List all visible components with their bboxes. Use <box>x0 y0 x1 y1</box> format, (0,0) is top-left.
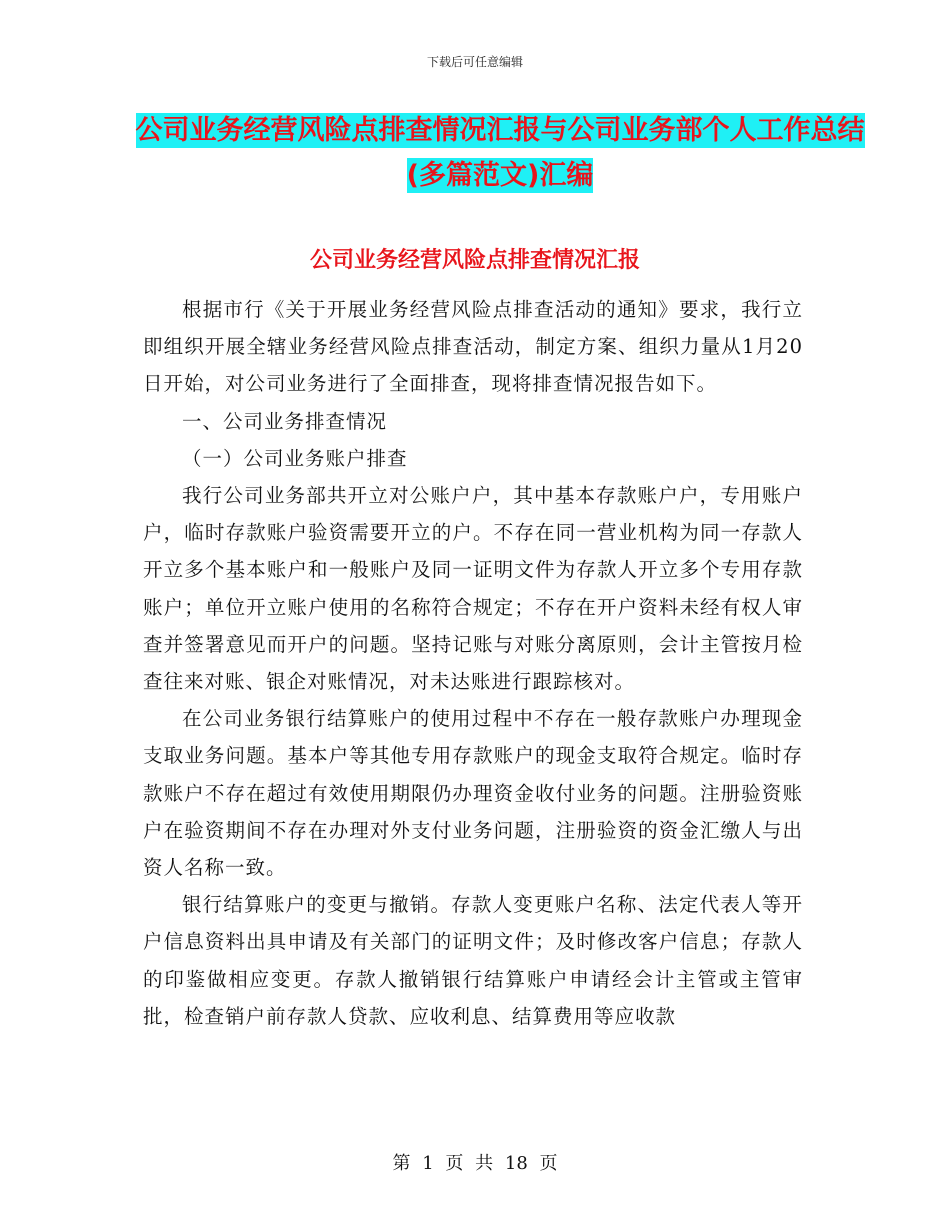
paragraph-account-check: 我行公司业务部共开立对公账户户，其中基本存款账户户，专用账户户，临时存款账户验资需要开立的户。不存在同一营业机构为同一存款人开立多个基本账户和一般账户及同一证明文件为存款人开立多个专用存款账户；单位开立账户使用的名称符合规定；不存在开户资料未经有权人审查并签署意见而开户的问题。坚持记账与对账分离原则，会计主管按月检查往来对账、银企对账情况，对未达账进行跟踪核对。 <box>143 484 803 694</box>
footer-page-unit: 页 <box>445 1153 464 1174</box>
paragraph-account-change: 银行结算账户的变更与撤销。存款人变更账户名称、法定代表人等开户信息资料出具申请及有关部门的证明文件；及时修改客户信息；存款人的印鉴做相应变更。存款人撤销银行结算账户申请经会计主管或主管审批，检查销户前存款人贷款、应收利息、结算费用等应收款 <box>143 893 803 1028</box>
footer-current-page: 1 <box>422 1153 434 1174</box>
footer-total-prefix: 共 <box>475 1153 494 1174</box>
document-body <box>143 291 803 1035</box>
heading-level2: （一）公司业务账户排查 <box>182 446 408 470</box>
document-title <box>120 108 880 198</box>
paragraph-account-usage: 在公司业务银行结算账户的使用过程中不存在一般存款账户办理现金支取业务问题。基本户等其他专用存款账户的现金支取符合规定。临时存款账户不存在超过有效使用期限仍办理资金收付业务的问题。注册验资账户在验资期间不存在办理对外支付业务问题，注册验资的资金汇缴人与出资人名称一致。 <box>143 707 803 880</box>
document-title-text: 公司业务经营风险点排查情况汇报与公司业务部个人工作总结(多篇范文)汇编 <box>135 115 865 191</box>
heading-level1: 一、公司业务排查情况 <box>182 409 388 433</box>
paragraph-intro: 根据市行《关于开展业务经营风险点排查活动的通知》要求，我行立即组织开展全辖业务经营风险点排查活动，制定方案、组织力量从1月20日开始，对公司业务进行了全面排查，现将排查情况报告如下。 <box>143 298 803 396</box>
footer-total-pages: 18 <box>504 1153 528 1174</box>
header-note: 下载后可任意编辑 <box>426 55 523 69</box>
footer-prefix: 第 <box>392 1153 411 1174</box>
page-footer <box>0 1152 950 1176</box>
section-title: 公司业务经营风险点排查情况汇报 <box>309 248 640 273</box>
footer-total-unit: 页 <box>539 1153 558 1174</box>
